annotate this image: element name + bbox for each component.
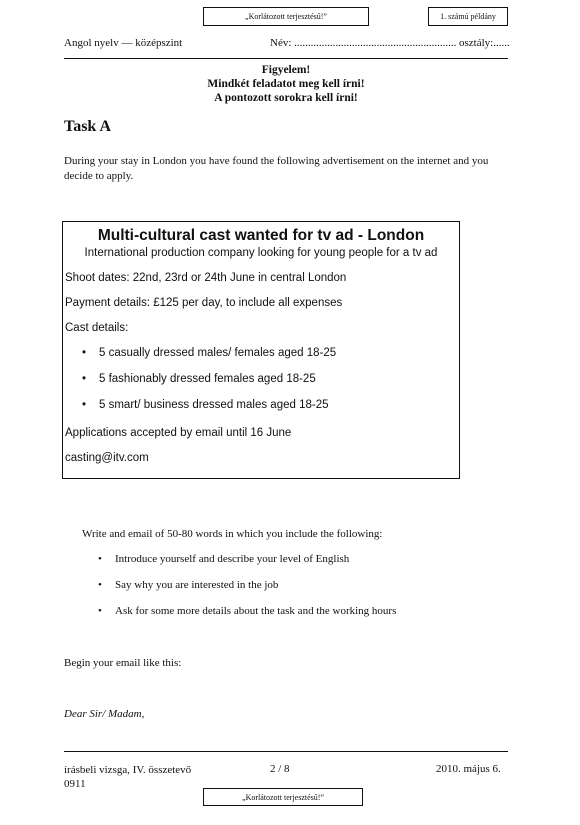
footer-code: 0911	[64, 778, 86, 790]
ad-cast-list	[63, 347, 459, 425]
bullet-icon: •	[82, 373, 87, 385]
copy-number-label: 1. számú példány	[440, 12, 496, 21]
class-field-label: osztály:......	[459, 37, 510, 49]
bullet-icon: •	[98, 605, 102, 617]
bullet-icon: •	[98, 579, 102, 591]
instructions-lead: Write and email of 50-80 words in which you include the following:	[82, 528, 383, 540]
instructions-list	[82, 553, 502, 631]
ad-email: casting@itv.com	[65, 452, 149, 464]
restricted-box-top	[203, 7, 369, 26]
task-title: Task A	[64, 118, 111, 135]
ad-shoot-dates: Shoot dates: 22nd, 23rd or 24th June in central London	[65, 272, 347, 284]
copy-number-box	[428, 7, 508, 26]
subject-label: Angol nyelv — középszint	[64, 37, 183, 49]
list-item: • Say why you are interested in the job	[98, 579, 279, 591]
list-item: • 5 smart/ business dressed males aged 18-25	[82, 399, 329, 411]
name-field-label: Név: ...........................................................	[270, 37, 457, 49]
task-intro: During your stay in London you have found the following advertisement on the internet and you decide to apply.	[64, 155, 489, 182]
header-rule	[64, 58, 508, 59]
restricted-label: „Korlátozott terjesztésű!”	[245, 12, 327, 21]
notice-block	[64, 63, 508, 105]
page-number: 2 / 8	[270, 763, 290, 775]
footer-rule	[64, 751, 508, 752]
ad-payment: Payment details: £125 per day, to include all expenses	[65, 297, 343, 309]
bullet-icon: •	[82, 347, 87, 359]
advertisement-box	[62, 221, 460, 479]
exam-date: 2010. május 6.	[436, 763, 501, 775]
ad-cast-label: Cast details:	[65, 322, 129, 334]
restricted-box-bottom	[203, 788, 363, 806]
bullet-icon: •	[82, 399, 87, 411]
email-salutation: Dear Sir/ Madam,	[64, 708, 145, 720]
ad-applications: Applications accepted by email until 16 June	[65, 427, 292, 439]
list-item: • 5 casually dressed males/ females aged 18-25	[82, 347, 337, 359]
notice-line-2: Mindkét feladatot meg kell írni!	[207, 78, 365, 90]
list-item: • Ask for some more details about the task and the working hours	[98, 605, 397, 617]
begin-email-label: Begin your email like this:	[64, 657, 182, 669]
restricted-label: „Korlátozott terjesztésű!”	[242, 792, 324, 802]
ad-subline: International production company looking for young people for a tv ad	[84, 247, 438, 259]
footer-exam-info	[64, 763, 191, 791]
list-item: • Introduce yourself and describe your level of English	[98, 553, 350, 565]
ad-headline: Multi-cultural cast wanted for tv ad - London	[97, 227, 425, 244]
notice-line-3: A pontozott sorokra kell írni!	[214, 92, 358, 104]
bullet-icon: •	[98, 553, 102, 565]
footer-exam: írásbeli vizsga, IV. összetevő	[64, 764, 192, 776]
list-item: • 5 fashionably dressed females aged 18-25	[82, 373, 316, 385]
notice-line-1: Figyelem!	[261, 64, 311, 76]
